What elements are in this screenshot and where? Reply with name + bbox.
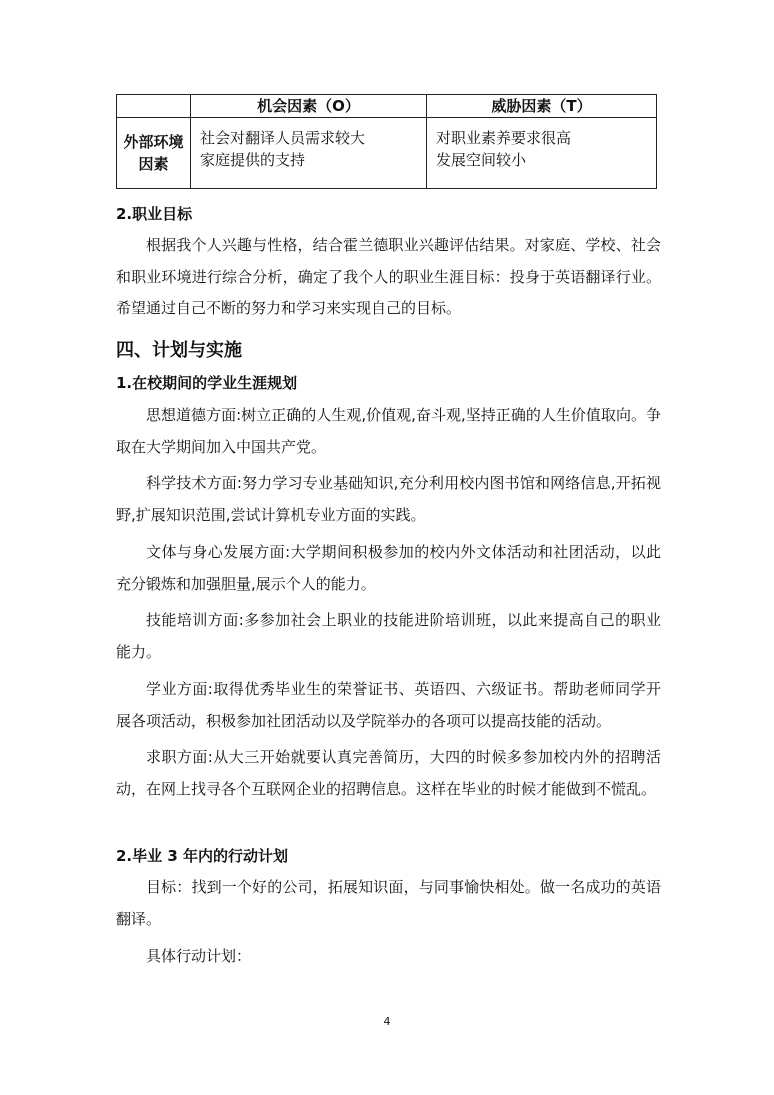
table-row xyxy=(117,118,657,189)
school-plan-heading: 1.在校期间的学业生涯规划 xyxy=(116,374,298,392)
table-header-row xyxy=(117,95,657,118)
career-goal-paragraph: 根据我个人兴趣与性格，结合霍兰德职业兴趣评估结果。对家庭、学校、社会和职业环境进行综合分析，确定了我个人的职业生涯目标：投身于英语翻译行业。希望通过自己不断的努力和学习来实现自己的目标。 xyxy=(116,236,661,317)
paragraph-action-plan: 具体行动计划： xyxy=(146,947,252,965)
plan-section-heading: 四、计划与实施 xyxy=(116,340,242,361)
swot-table xyxy=(116,94,657,189)
opportunity-header: 机会因素（O） xyxy=(191,95,427,118)
threat-cell xyxy=(427,118,657,189)
paragraph-goal: 目标：找到一个好的公司，拓展知识面，与同事愉快相处。做一名成功的英语翻译。 xyxy=(116,878,661,928)
three-year-plan-heading: 2.毕业 3 年内的行动计划 xyxy=(116,847,289,865)
paragraph-moral: 思想道德方面:树立正确的人生观,价值观,奋斗观,坚持正确的人生价值取向。争取在大学期间加入中国共产党。 xyxy=(116,406,661,456)
paragraph-sports: 文体与身心发展方面:大学期间积极参加的校内外文体活动和社团活动，以此充分锻炼和加强胆量,展示个人的能力。 xyxy=(116,543,661,593)
paragraph-job: 求职方面:从大三开始就要认真完善简历，大四的时候多参加校内外的招聘活动，在网上找寻各个互联网企业的招聘信息。这样在毕业的时候才能做到不慌乱。 xyxy=(116,748,661,798)
row-label-external-factors: 外部环境因素 xyxy=(117,118,191,189)
page-number: 4 xyxy=(383,1015,391,1028)
threat-item: 发展空间较小 xyxy=(436,151,527,169)
threat-item: 对职业素养要求很高 xyxy=(436,129,572,147)
table-corner-cell xyxy=(117,95,191,118)
opportunity-item: 家庭提供的支持 xyxy=(200,151,306,169)
threat-header: 威胁因素（T） xyxy=(427,95,657,118)
opportunity-cell xyxy=(191,118,427,189)
paragraph-science: 科学技术方面:努力学习专业基础知识,充分利用校内图书馆和网络信息,开拓视野,扩展知识范围,尝试计算机专业方面的实践。 xyxy=(116,474,661,524)
paragraph-study: 学业方面:取得优秀毕业生的荣誉证书、英语四、六级证书。帮助老师同学开展各项活动，积极参加社团活动以及学院举办的各项可以提高技能的活动。 xyxy=(116,680,661,730)
paragraph-skills: 技能培训方面:多参加社会上职业的技能进阶培训班，以此来提高自己的职业能力。 xyxy=(116,611,661,661)
opportunity-item: 社会对翻译人员需求较大 xyxy=(200,129,366,147)
career-goal-heading: 2.职业目标 xyxy=(116,205,193,223)
